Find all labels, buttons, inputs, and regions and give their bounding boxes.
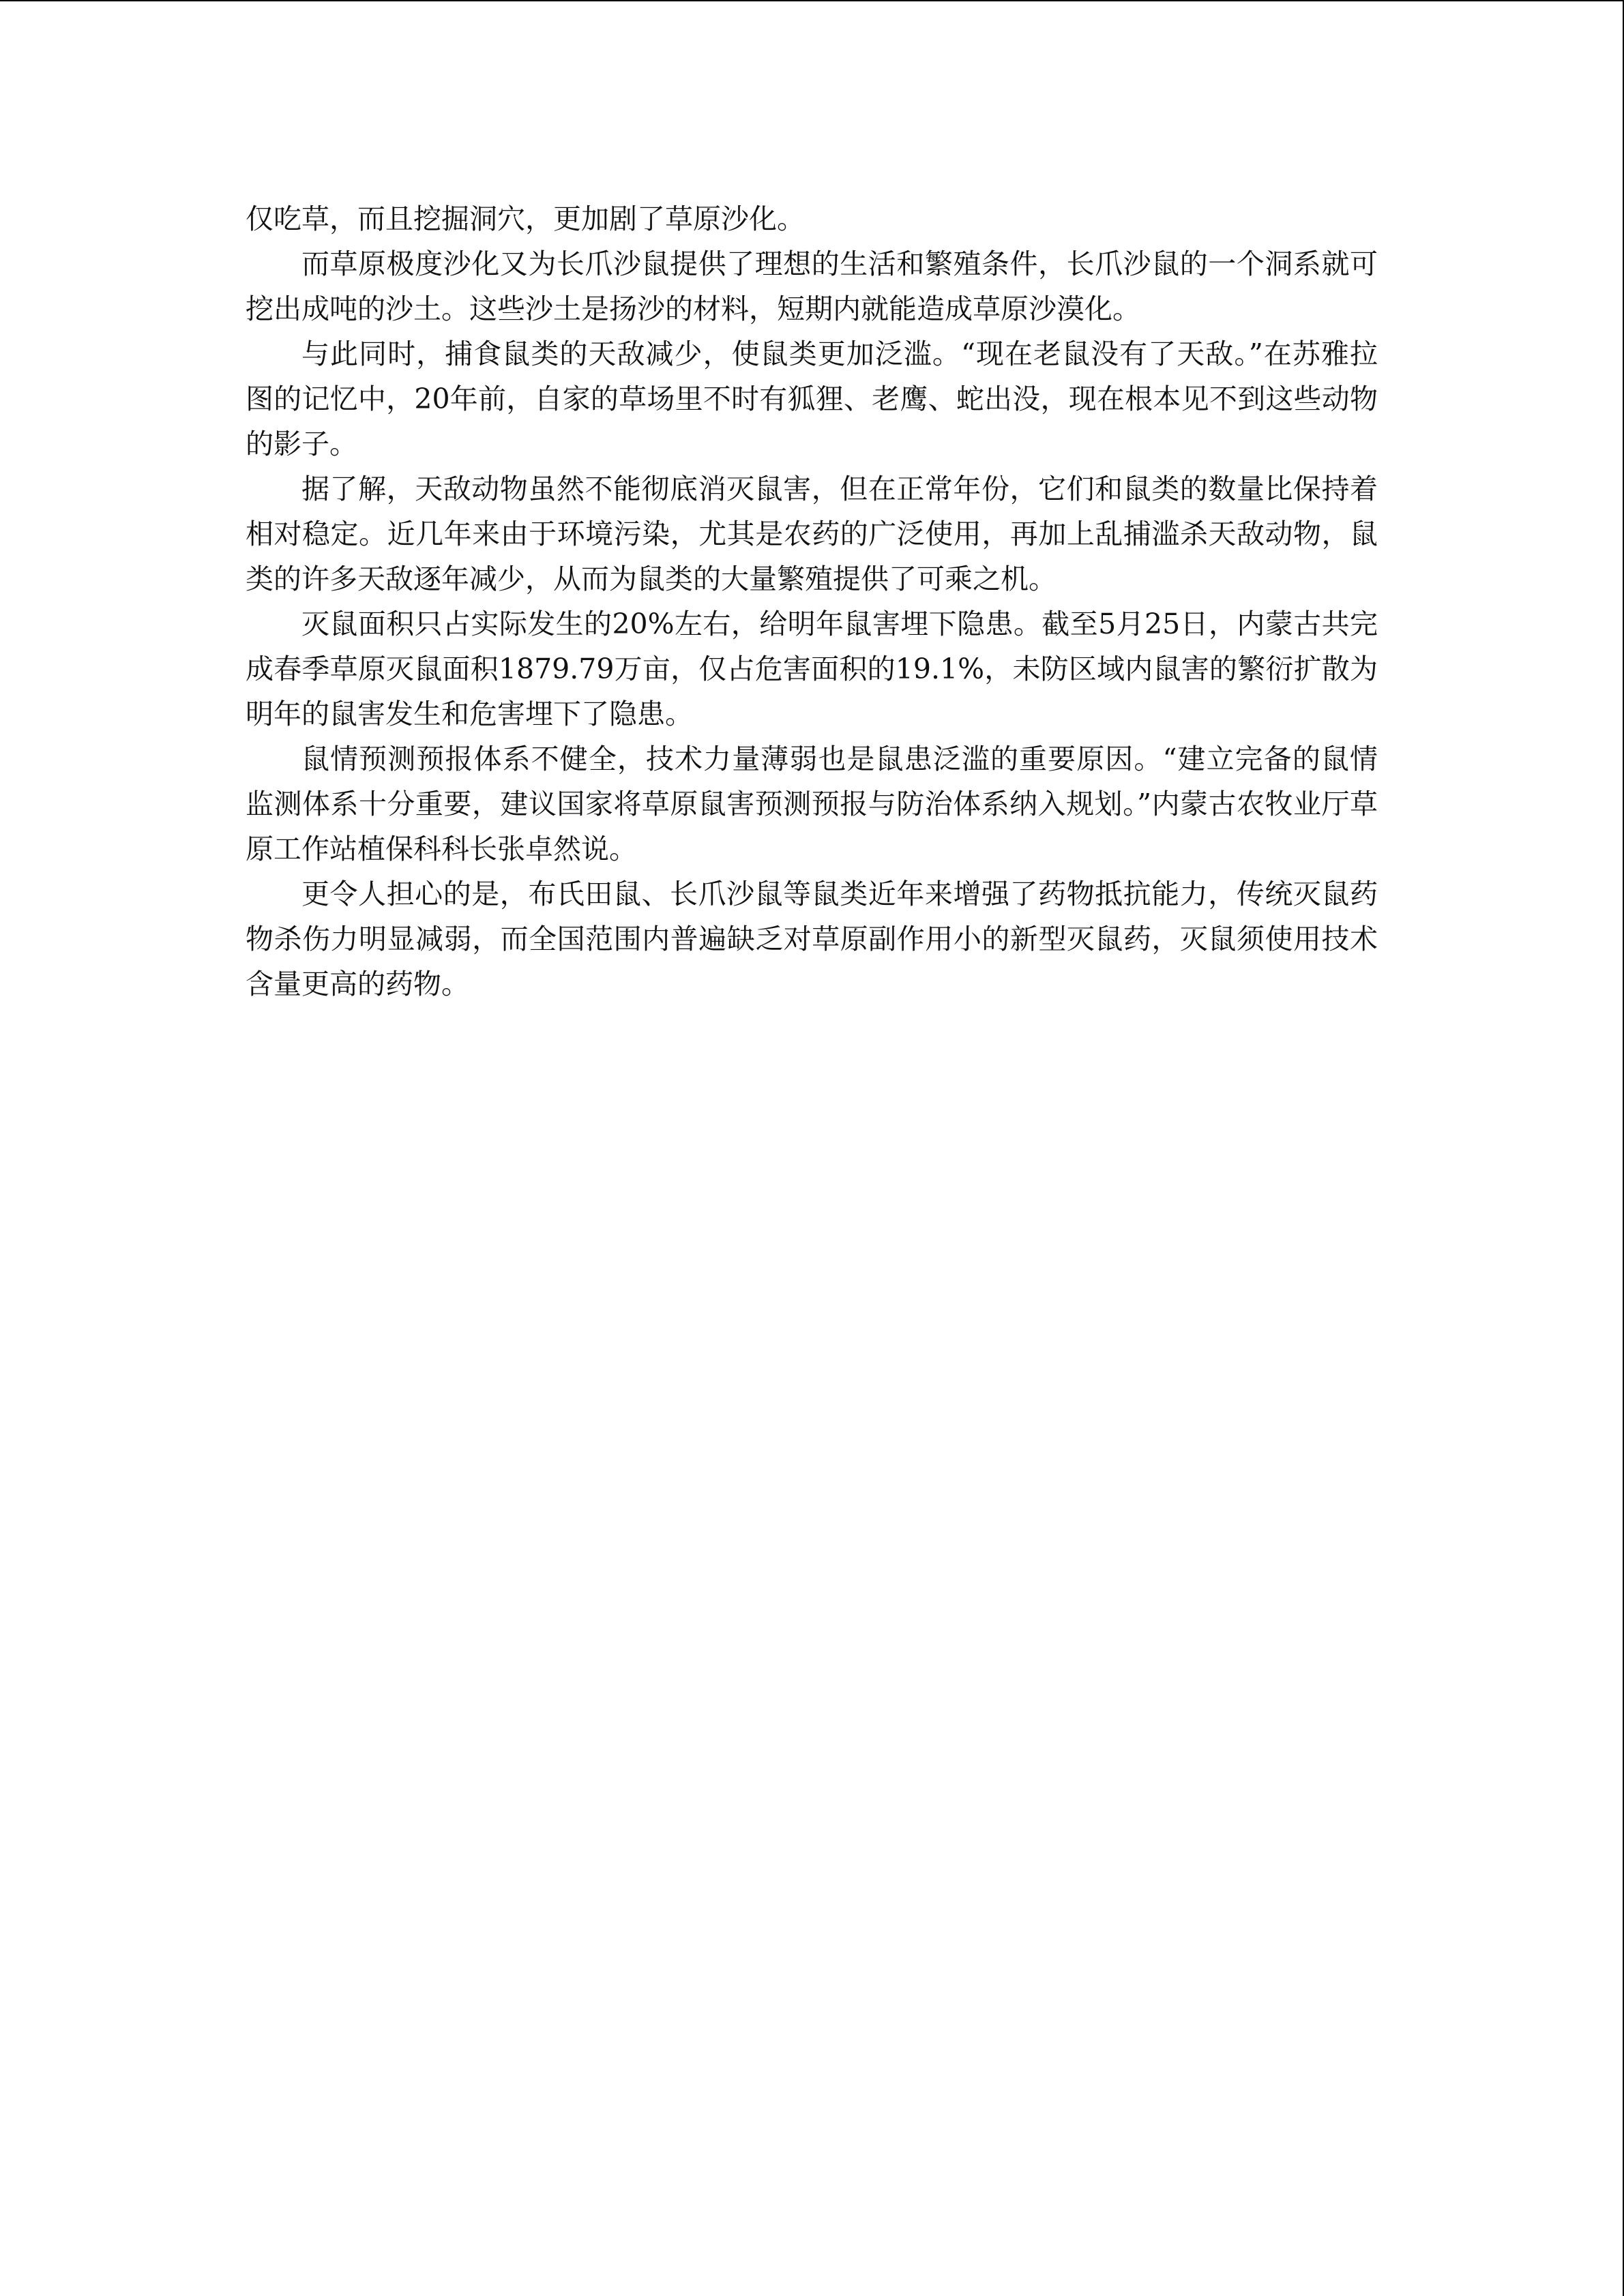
paragraph: 灭鼠面积只占实际发生的20%左右，给明年鼠害埋下隐患。截至5月25日，内蒙古共完成春季草原灭鼠面积1879.79万亩，仅占危害面积的19.1%，未防区域内鼠害的繁衍扩散为明年的鼠害发生和危害埋下了隐患。 [246,608,1378,730]
paragraph: 鼠情预测预报体系不健全，技术力量薄弱也是鼠患泛滥的重要原因。“建立完备的鼠情监测体系十分重要，建议国家将草原鼠害预测预报与防治体系纳入规划。”内蒙古农牧业厅草原工作站植保科科长张卓然说。 [246,743,1378,865]
paragraph-continuation: 仅吃草，而且挖掘洞穴，更加剧了草原沙化。 [246,203,805,235]
paragraph: 更令人担心的是，布氏田鼠、长爪沙鼠等鼠类近年来增强了药物抵抗能力，传统灭鼠药物杀伤力明显减弱，而全国范围内普遍缺乏对草原副作用小的新型灭鼠药，灭鼠须使用技术含量更高的药物。 [246,878,1378,1000]
paragraph: 与此同时，捕食鼠类的天敌减少，使鼠类更加泛滥。“现在老鼠没有了天敌。”在苏雅拉图的记忆中，20年前，自家的草场里不时有狐狸、老鹰、蛇出没，现在根本见不到这些动物的影子。 [246,338,1378,460]
paragraph: 而草原极度沙化又为长爪沙鼠提供了理想的生活和繁殖条件，长爪沙鼠的一个洞系就可挖出成吨的沙土。这些沙土是扬沙的材料，短期内就能造成草原沙漠化。 [246,248,1378,325]
paragraph: 据了解，天敌动物虽然不能彻底消灭鼠害，但在正常年份，它们和鼠类的数量比保持着相对稳定。近几年来由于环境污染，尤其是农药的广泛使用，再加上乱捕滥杀天敌动物，鼠类的许多天敌逐年减少，从而为鼠类的大量繁殖提供了可乘之机。 [246,473,1378,595]
document-body [246,196,1378,1007]
